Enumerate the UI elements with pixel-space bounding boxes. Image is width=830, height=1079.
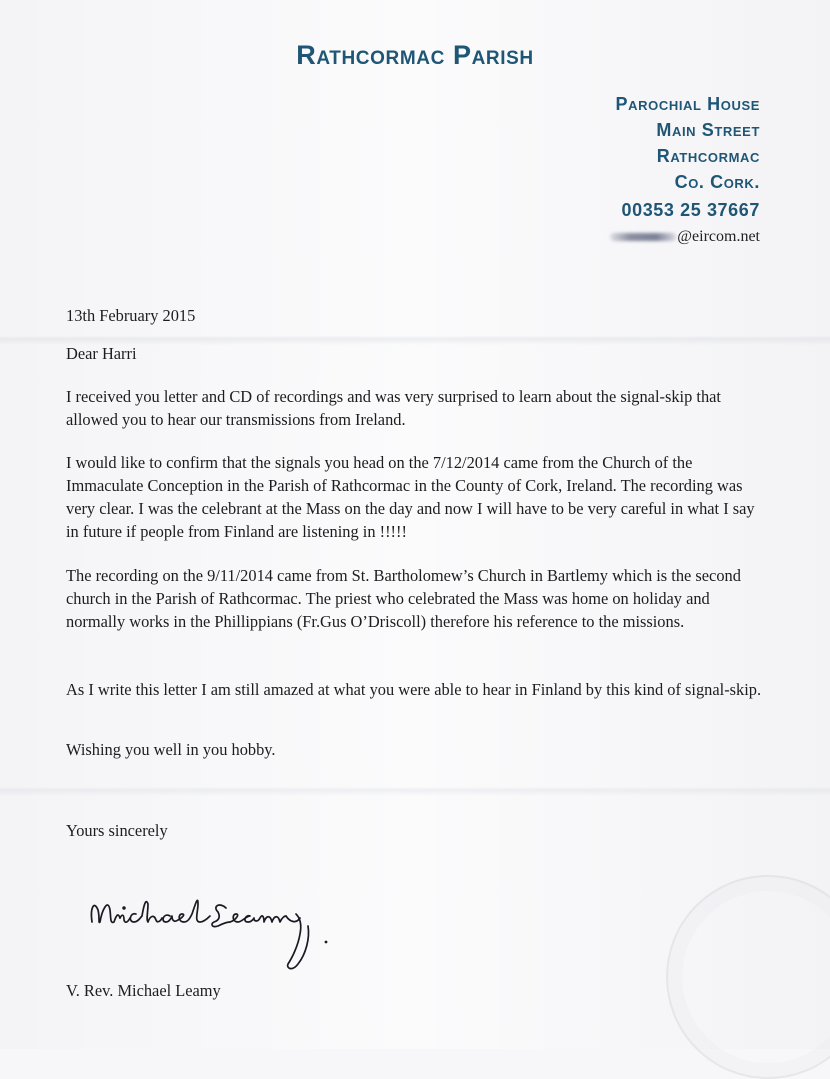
letter-date: 13th February 2015: [66, 306, 196, 325]
body-paragraph: I received you letter and CD of recordings and was very surprised to learn about the signal-skip that allowed you to hear our transmissions from Ireland.: [66, 387, 721, 429]
body-paragraph: As I write this letter I am still amazed at what you were able to hear in Finland by this kind of signal-skip.: [66, 680, 762, 699]
redacted-email-user: [610, 233, 676, 241]
body-paragraph: Wishing you well in you hobby.: [66, 740, 276, 759]
phone-number: 00353 25 37667: [621, 200, 760, 220]
email-domain: @eircom.net: [677, 228, 760, 245]
handwritten-signature: [86, 888, 346, 978]
salutation: Dear Harri: [66, 344, 137, 363]
parish-name: Rathcormac Parish: [296, 40, 534, 70]
signatory-name: V. Rev. Michael Leamy: [66, 981, 221, 1000]
address-line: Parochial House: [615, 94, 760, 114]
embossed-seal: [666, 875, 830, 1079]
body-paragraph: The recording on the 9/11/2014 came from St. Bartholomew’s Church in Bartlemy which is the second church in the Parish of Rathcormac. The priest who celebrated the Mass was home on holiday and normally works in the Phillippians (Fr.Gus O’Driscoll) therefore his reference to the missions.: [66, 566, 741, 631]
address-block: [616, 91, 760, 195]
body-paragraph: I would like to confirm that the signals you head on the 7/12/2014 came from the Church of the Immaculate Conception in the Parish of Rathcormac in the County of Cork, Ireland. The recording was very clear. I was the celebrant at the Mass on the day and now I will have to be very careful in what I say in future if people from Finland are listening in !!!!!: [66, 453, 755, 541]
email-address: [610, 228, 760, 246]
address-line: Rathcormac: [656, 146, 760, 166]
closing: Yours sincerely: [66, 821, 168, 840]
address-line: Main Street: [656, 120, 760, 140]
address-line: Co. Cork.: [674, 172, 760, 192]
